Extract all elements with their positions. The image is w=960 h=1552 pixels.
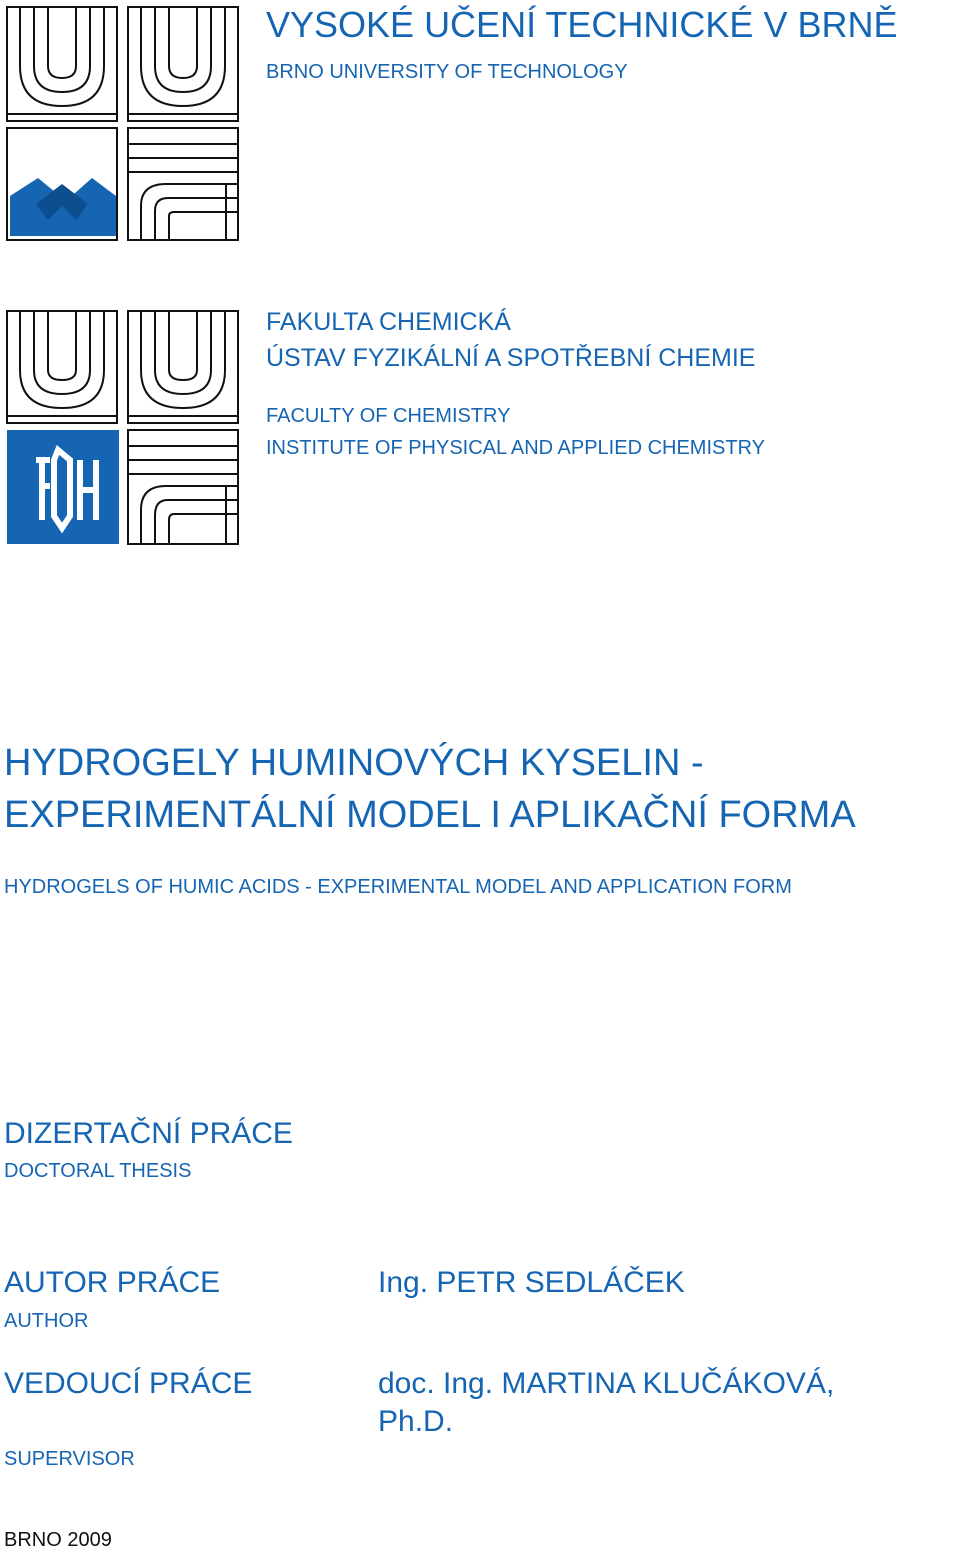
faculty-name-en: FACULTY OF CHEMISTRY <box>266 405 511 427</box>
place-year: BRNO 2009 <box>4 1529 112 1551</box>
institute-name-en: INSTITUTE OF PHYSICAL AND APPLIED CHEMISTRY <box>266 437 765 459</box>
thesis-type-cz: DIZERTAČNÍ PRÁCE <box>4 1117 293 1150</box>
faculty-name-cz: FAKULTA CHEMICKÁ <box>266 308 511 336</box>
thesis-type-en: DOCTORAL THESIS <box>4 1160 192 1182</box>
fch-logo-icon <box>6 310 240 546</box>
institute-name-cz: ÚSTAV FYZIKÁLNÍ A SPOTŘEBNÍ CHEMIE <box>266 344 756 372</box>
university-name-en: BRNO UNIVERSITY OF TECHNOLOGY <box>266 61 628 83</box>
author-name: Ing. PETR SEDLÁČEK <box>378 1266 685 1299</box>
supervisor-label-en: SUPERVISOR <box>4 1448 135 1470</box>
thesis-title-en: HYDROGELS OF HUMIC ACIDS - EXPERIMENTAL MODEL AND APPLICATION FORM <box>4 876 792 898</box>
supervisor-name-line2: Ph.D. <box>378 1405 454 1438</box>
supervisor-name-line1: doc. Ing. MARTINA KLUČÁKOVÁ, <box>378 1367 835 1400</box>
author-label-cz: AUTOR PRÁCE <box>4 1266 221 1299</box>
university-name-cz: VYSOKÉ UČENÍ TECHNICKÉ V BRNĚ <box>266 4 898 45</box>
supervisor-label-cz: VEDOUCÍ PRÁCE <box>4 1367 253 1400</box>
author-label-en: AUTHOR <box>4 1310 89 1332</box>
thesis-title-cz-line2: EXPERIMENTÁLNÍ MODEL I APLIKAČNÍ FORMA <box>4 794 856 836</box>
thesis-title-cz-line1: HYDROGELY HUMINOVÝCH KYSELIN - <box>4 742 704 784</box>
vut-logo-icon <box>6 6 240 242</box>
